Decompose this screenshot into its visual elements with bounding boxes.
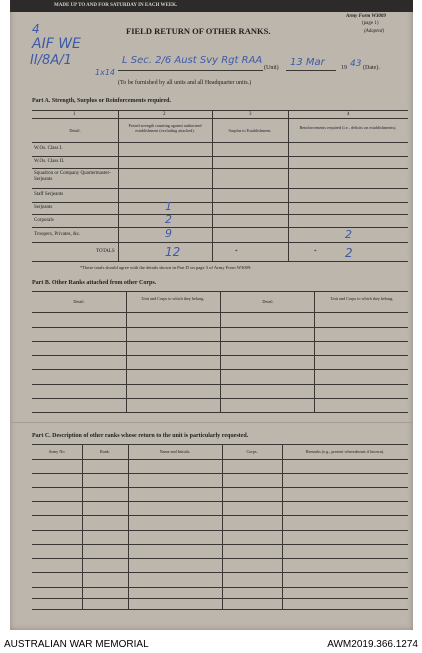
part-c-top-rule: [32, 444, 408, 445]
row-label-staff-serjeants: Staff Serjeants: [34, 192, 64, 197]
row-rule-3: [32, 188, 408, 189]
part-a-footnote: *These totals should agree with the details shown in Part D on page 3 of Army Form W3009.: [80, 265, 252, 270]
serjeants-posted-value: 1: [165, 200, 172, 213]
adapted-label: (Adapted): [364, 29, 384, 34]
row-rule-1: [32, 156, 408, 157]
col-rule-2: [212, 110, 213, 261]
part-c-row-9: [32, 587, 408, 588]
handwritten-code-2: II/8A/1: [30, 53, 72, 68]
part-c-row-2: [32, 487, 408, 488]
total-reinf-value: 2: [345, 246, 353, 260]
part-b-col-3: [314, 291, 315, 412]
row-label-wo2: W.Os. Class II.: [34, 159, 65, 164]
corporals-posted-value: 2: [165, 213, 172, 226]
troopers-reinf-value: 2: [345, 228, 352, 241]
handwritten-date: 13 Mar: [290, 57, 325, 68]
part-c-header-name: Name and Initials.: [159, 449, 191, 454]
part-c-col-3: [222, 444, 223, 609]
part-b-bottom-rule: [32, 412, 408, 413]
col-header-reinforcements: Reinforcements required (i.e., deficits on establishments).: [299, 125, 397, 130]
form-paper: [10, 0, 413, 630]
totals-label: TOTALS: [96, 249, 115, 254]
part-c-col-1: [82, 444, 83, 609]
col-rule-3: [288, 110, 289, 261]
handwritten-year: 43: [350, 59, 362, 69]
caption-accession-number: AWM2019.366.1274: [327, 639, 418, 650]
unit-label: (Unit): [264, 65, 279, 71]
page-title: FIELD RETURN OF OTHER RANKS.: [126, 26, 271, 36]
instruction-text: (To be furnished by all units and all Headquarter units.): [118, 80, 252, 86]
row-label-wo1: W.Os. Class I.: [34, 146, 63, 151]
part-c-row-3: [32, 501, 408, 502]
row-rule-5: [32, 214, 408, 215]
date-line: [286, 70, 336, 71]
part-b-header-unit-2: Unit and Corps to which they belong.: [330, 296, 394, 301]
part-c-bottom-rule: [32, 609, 408, 610]
row-rule-7: [32, 242, 408, 243]
part-a-num-rule: [32, 118, 408, 119]
row-rule-2: [32, 168, 408, 169]
part-c-header-army-no: Army No.: [48, 449, 66, 454]
col-number-2: 2: [163, 112, 166, 117]
total-reinf-mark: *: [314, 250, 317, 255]
form-number: Army Form W3009: [346, 14, 386, 19]
part-b-header-detail-2: Detail.: [262, 299, 274, 304]
col-header-detail: Detail.: [69, 128, 81, 133]
caption-bar: [0, 638, 422, 653]
part-c-row-7: [32, 558, 408, 559]
col-header-surplus: Surplus to Establishment.: [228, 128, 272, 133]
part-b-heading: Part B. Other Ranks attached from other Corps.: [32, 280, 157, 286]
page-number: (page 1): [362, 21, 379, 26]
col-header-posted: Posted strength counting against authorized establishment (excluding attached).: [128, 123, 202, 133]
part-c-header-rank: Rank.: [100, 449, 110, 454]
row-label-corporals: Corporals: [34, 218, 54, 223]
part-a-heading: Part A. Strength, Surplus or Reinforcements required.: [32, 98, 171, 104]
unit-line: [118, 70, 263, 71]
part-c-row-8: [32, 572, 408, 573]
part-a-bottom-rule: [32, 261, 408, 262]
fold-line: [10, 422, 413, 423]
part-c-col-4: [282, 444, 283, 609]
col-number-3: 3: [249, 112, 252, 117]
part-c-col-2: [128, 444, 129, 609]
part-b-col-2: [220, 291, 221, 412]
part-c-row-10: [32, 598, 408, 599]
part-c-row-5: [32, 530, 408, 531]
handwritten-mark: 4: [32, 22, 40, 36]
col-number-4: 4: [347, 112, 350, 117]
part-b-header-detail-1: Detail.: [73, 299, 85, 304]
part-b-header-unit-1: Unit and Corps to which they belong.: [141, 296, 205, 301]
caption-source: AUSTRALIAN WAR MEMORIAL: [4, 639, 149, 650]
banner-text: MADE UP TO AND FOR SATURDAY IN EACH WEEK.: [54, 3, 178, 8]
date-label: (Date).: [363, 65, 380, 71]
row-label-troopers: Troopers, Privates, &c.: [34, 232, 81, 237]
total-posted-value: 12: [165, 245, 181, 259]
col-rule-1: [118, 110, 119, 261]
handwritten-unit: L Sec. 2/6 Aust Svy Rgt RAA: [122, 55, 263, 66]
part-c-row-1: [32, 473, 408, 474]
part-c-heading: Part C. Description of other ranks whose return to the unit is particularly requested.: [32, 433, 249, 439]
part-c-row-6: [32, 544, 408, 545]
year-prefix: 19: [341, 65, 347, 71]
handwritten-code-1: AIF WE: [32, 36, 81, 52]
part-c-header-remarks: Remarks (e.g., present whereabouts if known).: [305, 449, 385, 454]
part-a-header-rule: [32, 142, 408, 143]
troopers-posted-value: 9: [165, 227, 172, 240]
row-label-cqms: Squadron or Company Quartermaster-Serjeants: [34, 171, 111, 182]
part-c-header-rule: [32, 459, 408, 460]
part-b-col-1: [126, 291, 127, 412]
part-c-header-corps: Corps.: [246, 449, 258, 454]
handwritten-code-3: 1x14: [95, 68, 116, 77]
row-label-serjeants: Serjeants: [34, 205, 53, 210]
total-surplus-mark: *: [235, 250, 238, 255]
row-rule-4: [32, 202, 408, 203]
col-number-1: 1: [73, 112, 76, 117]
part-a-top-rule: [32, 110, 408, 111]
part-c-row-4: [32, 515, 408, 516]
